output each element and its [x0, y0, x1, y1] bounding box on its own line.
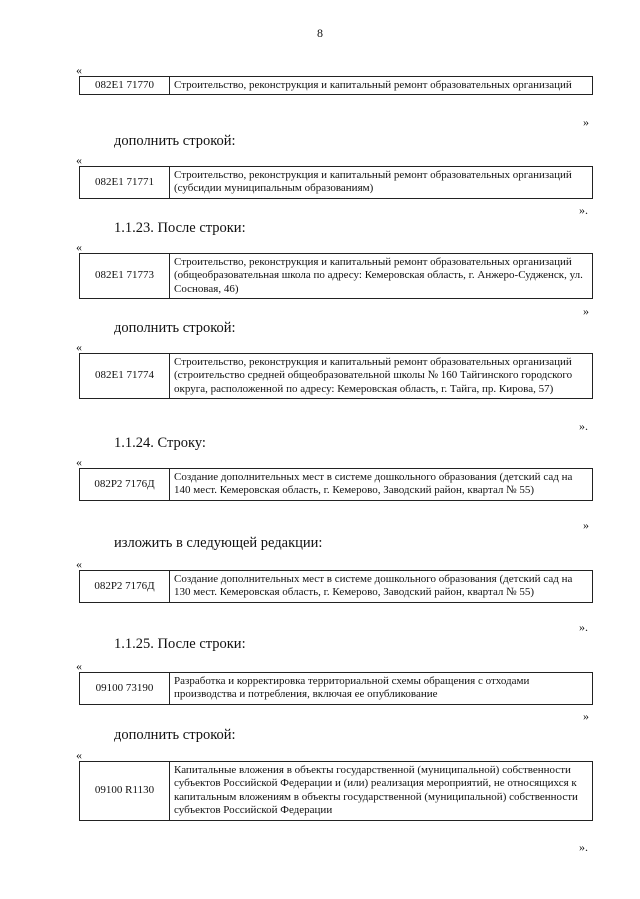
section-heading: 1.1.24. Строку:	[114, 435, 206, 451]
budget-code: 082P2 7176Д	[80, 571, 170, 603]
page-number: 8	[317, 26, 323, 40]
close-quote: »	[583, 115, 589, 129]
open-quote: «	[76, 659, 82, 673]
open-quote: «	[76, 455, 82, 469]
open-quote: «	[76, 748, 82, 762]
section-heading: дополнить строкой:	[114, 727, 236, 743]
budget-description: Создание дополнительных мест в системе дошкольного образования (детский сад на 140 мест. Кемеровская область, г. Кемерово, Заводский район, квартал № 55)	[170, 469, 593, 501]
budget-code: 082P2 7176Д	[80, 469, 170, 501]
section-heading: изложить в следующей редакции:	[114, 535, 323, 551]
budget-code-row	[79, 570, 593, 603]
budget-code: 09100 R1130	[80, 762, 170, 821]
close-quote: ».	[579, 419, 588, 433]
budget-code: 082E1 71773	[80, 254, 170, 299]
budget-description: Капитальные вложения в объекты государственной (муниципальной) собственности субъектов Российской Федерации и (или) реализация мероприятий, не относящихся к капитальным вложениям в объекты государственной (муниципальной) собственности субъектов Российской Федерации	[170, 762, 593, 821]
section-heading: 1.1.25. После строки:	[114, 636, 246, 652]
budget-code-row	[79, 468, 593, 501]
budget-code: 09100 73190	[80, 673, 170, 705]
close-quote: ».	[579, 620, 588, 634]
budget-code: 082E1 71770	[80, 77, 170, 95]
budget-description: Строительство, реконструкция и капитальный ремонт образовательных организаций (общеобразовательная школа по адресу: Кемеровская область, г. Анжеро-Судженск, ул. Сосновая, 46)	[170, 254, 593, 299]
open-quote: «	[76, 340, 82, 354]
section-heading: дополнить строкой:	[114, 133, 236, 149]
close-quote: »	[583, 304, 589, 318]
close-quote: ».	[579, 203, 588, 217]
budget-description: Строительство, реконструкция и капитальный ремонт образовательных организаций (строительство средней общеобразовательной школы № 160 Тайгинского городского округа, расположенной по адресу: Кемеровская область, г. Тайга, пр. Кирова, 57)	[170, 354, 593, 399]
budget-code-row	[79, 353, 593, 399]
close-quote: »	[583, 709, 589, 723]
budget-code-row	[79, 76, 593, 95]
budget-code: 082E1 71771	[80, 167, 170, 199]
section-heading: 1.1.23. После строки:	[114, 220, 246, 236]
budget-description: Создание дополнительных мест в системе дошкольного образования (детский сад на 130 мест. Кемеровская область, г. Кемерово, Заводский район, квартал № 55)	[170, 571, 593, 603]
budget-code-row	[79, 253, 593, 299]
budget-description: Строительство, реконструкция и капитальный ремонт образовательных организаций	[170, 77, 593, 95]
open-quote: «	[76, 240, 82, 254]
budget-code-row	[79, 166, 593, 199]
section-heading: дополнить строкой:	[114, 320, 236, 336]
open-quote: «	[76, 63, 82, 77]
budget-description: Строительство, реконструкция и капитальный ремонт образовательных организаций (субсидии муниципальным образованиям)	[170, 167, 593, 199]
budget-description: Разработка и корректировка территориальной схемы обращения с отходами производства и потребления, включая ее опубликование	[170, 673, 593, 705]
open-quote: «	[76, 153, 82, 167]
budget-code: 082E1 71774	[80, 354, 170, 399]
budget-code-row	[79, 761, 593, 821]
budget-code-row	[79, 672, 593, 705]
close-quote: »	[583, 518, 589, 532]
close-quote: ».	[579, 840, 588, 854]
open-quote: «	[76, 557, 82, 571]
